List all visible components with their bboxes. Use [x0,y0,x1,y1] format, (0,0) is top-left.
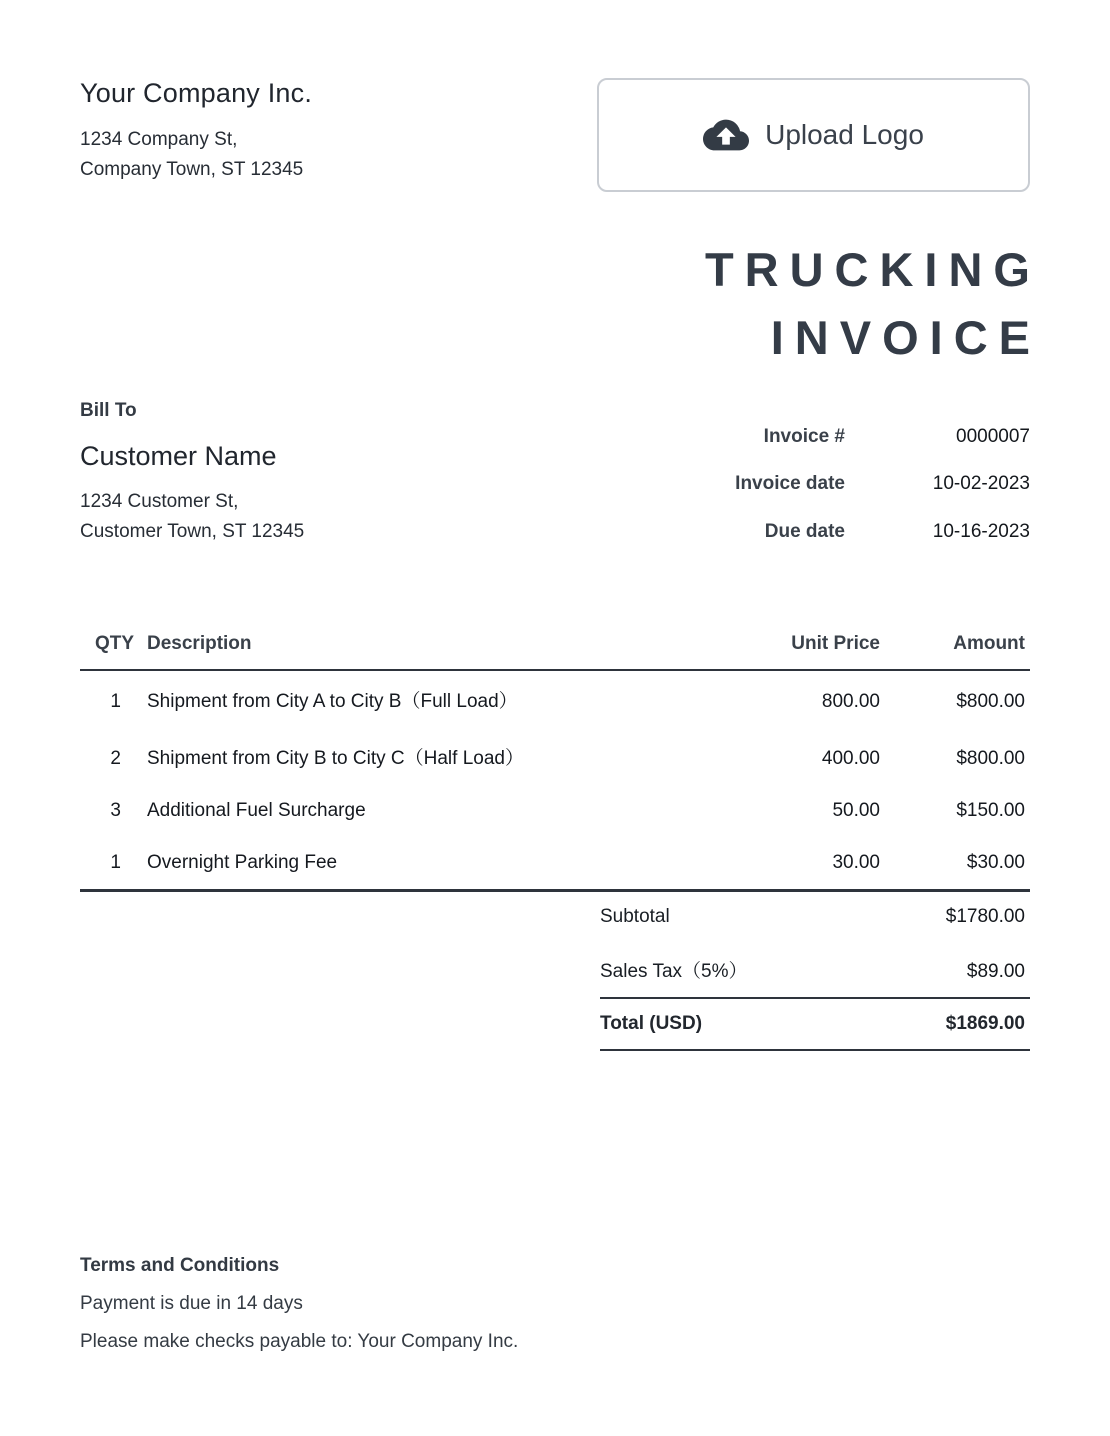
document-title [80,236,1041,372]
customer-address-line1: 1234 Customer St, [80,491,239,512]
row-qty: 3 [110,800,121,821]
row-qty: 1 [110,852,121,873]
upload-logo-label: Upload Logo [765,119,924,150]
row-unit-price: 50.00 [832,800,880,821]
table-row [80,728,1030,785]
terms-line1: Payment is due in 14 days [80,1293,303,1314]
sales-tax-label: Sales Tax（5%） [600,961,748,982]
invoice-date-label: Invoice date [735,473,845,495]
header-qty: QTY [95,633,135,654]
company-block [80,78,312,185]
terms-block [80,1255,518,1353]
info-row [80,400,1030,547]
items-table [80,633,1030,892]
subtotal-value: $1780.00 [945,906,1025,927]
row-amount: $800.00 [956,691,1025,712]
due-date-label: Due date [764,520,845,542]
row-unit-price: 800.00 [821,691,880,712]
row-qty: 1 [110,691,121,712]
company-address [80,125,312,185]
header [80,78,1030,192]
table-row [80,785,1030,837]
row-description: Overnight Parking Fee [147,852,338,873]
bill-to-block [80,400,304,547]
header-amount: Amount [953,633,1025,654]
sales-tax-value: $89.00 [966,961,1025,982]
total-row [600,997,1030,1051]
terms-line2: Please make checks payable to: Your Company Inc. [80,1331,519,1352]
company-address-line2: Company Town, ST 12345 [80,159,304,180]
invoice-date-value: 10-02-2023 [932,473,1030,495]
terms-title: Terms and Conditions [80,1255,280,1276]
due-date-value: 10-16-2023 [932,520,1030,542]
header-description: Description [147,633,252,654]
document-title-line1: TRUCKING [704,243,1041,296]
items-table-header [80,633,1030,671]
row-amount: $30.00 [966,852,1025,873]
row-unit-price: 400.00 [821,748,880,769]
bill-to-label: Bill To [80,400,137,421]
row-unit-price: 30.00 [832,852,880,873]
row-description: Shipment from City B to City C（Half Load） [147,748,524,769]
invoice-number-value: 0000007 [956,426,1030,447]
customer-address-line2: Customer Town, ST 12345 [80,521,305,542]
items-table-body [80,671,1030,892]
company-address-line1: 1234 Company St, [80,129,238,150]
table-row [80,671,1030,728]
subtotal-label: Subtotal [600,906,670,927]
company-name: Your Company Inc. [80,78,313,108]
total-label: Total (USD) [600,1013,703,1034]
table-row [80,837,1030,889]
row-description: Additional Fuel Surcharge [147,800,366,821]
total-value: $1869.00 [945,1013,1025,1034]
header-unit-price: Unit Price [791,633,880,654]
customer-address [80,487,304,547]
subtotal-row [600,892,1030,942]
customer-name: Customer Name [80,441,277,471]
row-amount: $800.00 [956,748,1025,769]
row-amount: $150.00 [956,800,1025,821]
document-title-line2: INVOICE [770,311,1041,364]
row-description: Shipment from City A to City B（Full Load） [147,691,518,712]
invoice-meta [735,426,1030,547]
totals-block [600,892,1030,1051]
cloud-upload-icon [703,112,749,158]
invoice-number-label: Invoice # [763,426,845,447]
row-qty: 2 [110,748,121,769]
sales-tax-row [600,942,1030,997]
upload-logo-button[interactable] [597,78,1030,192]
